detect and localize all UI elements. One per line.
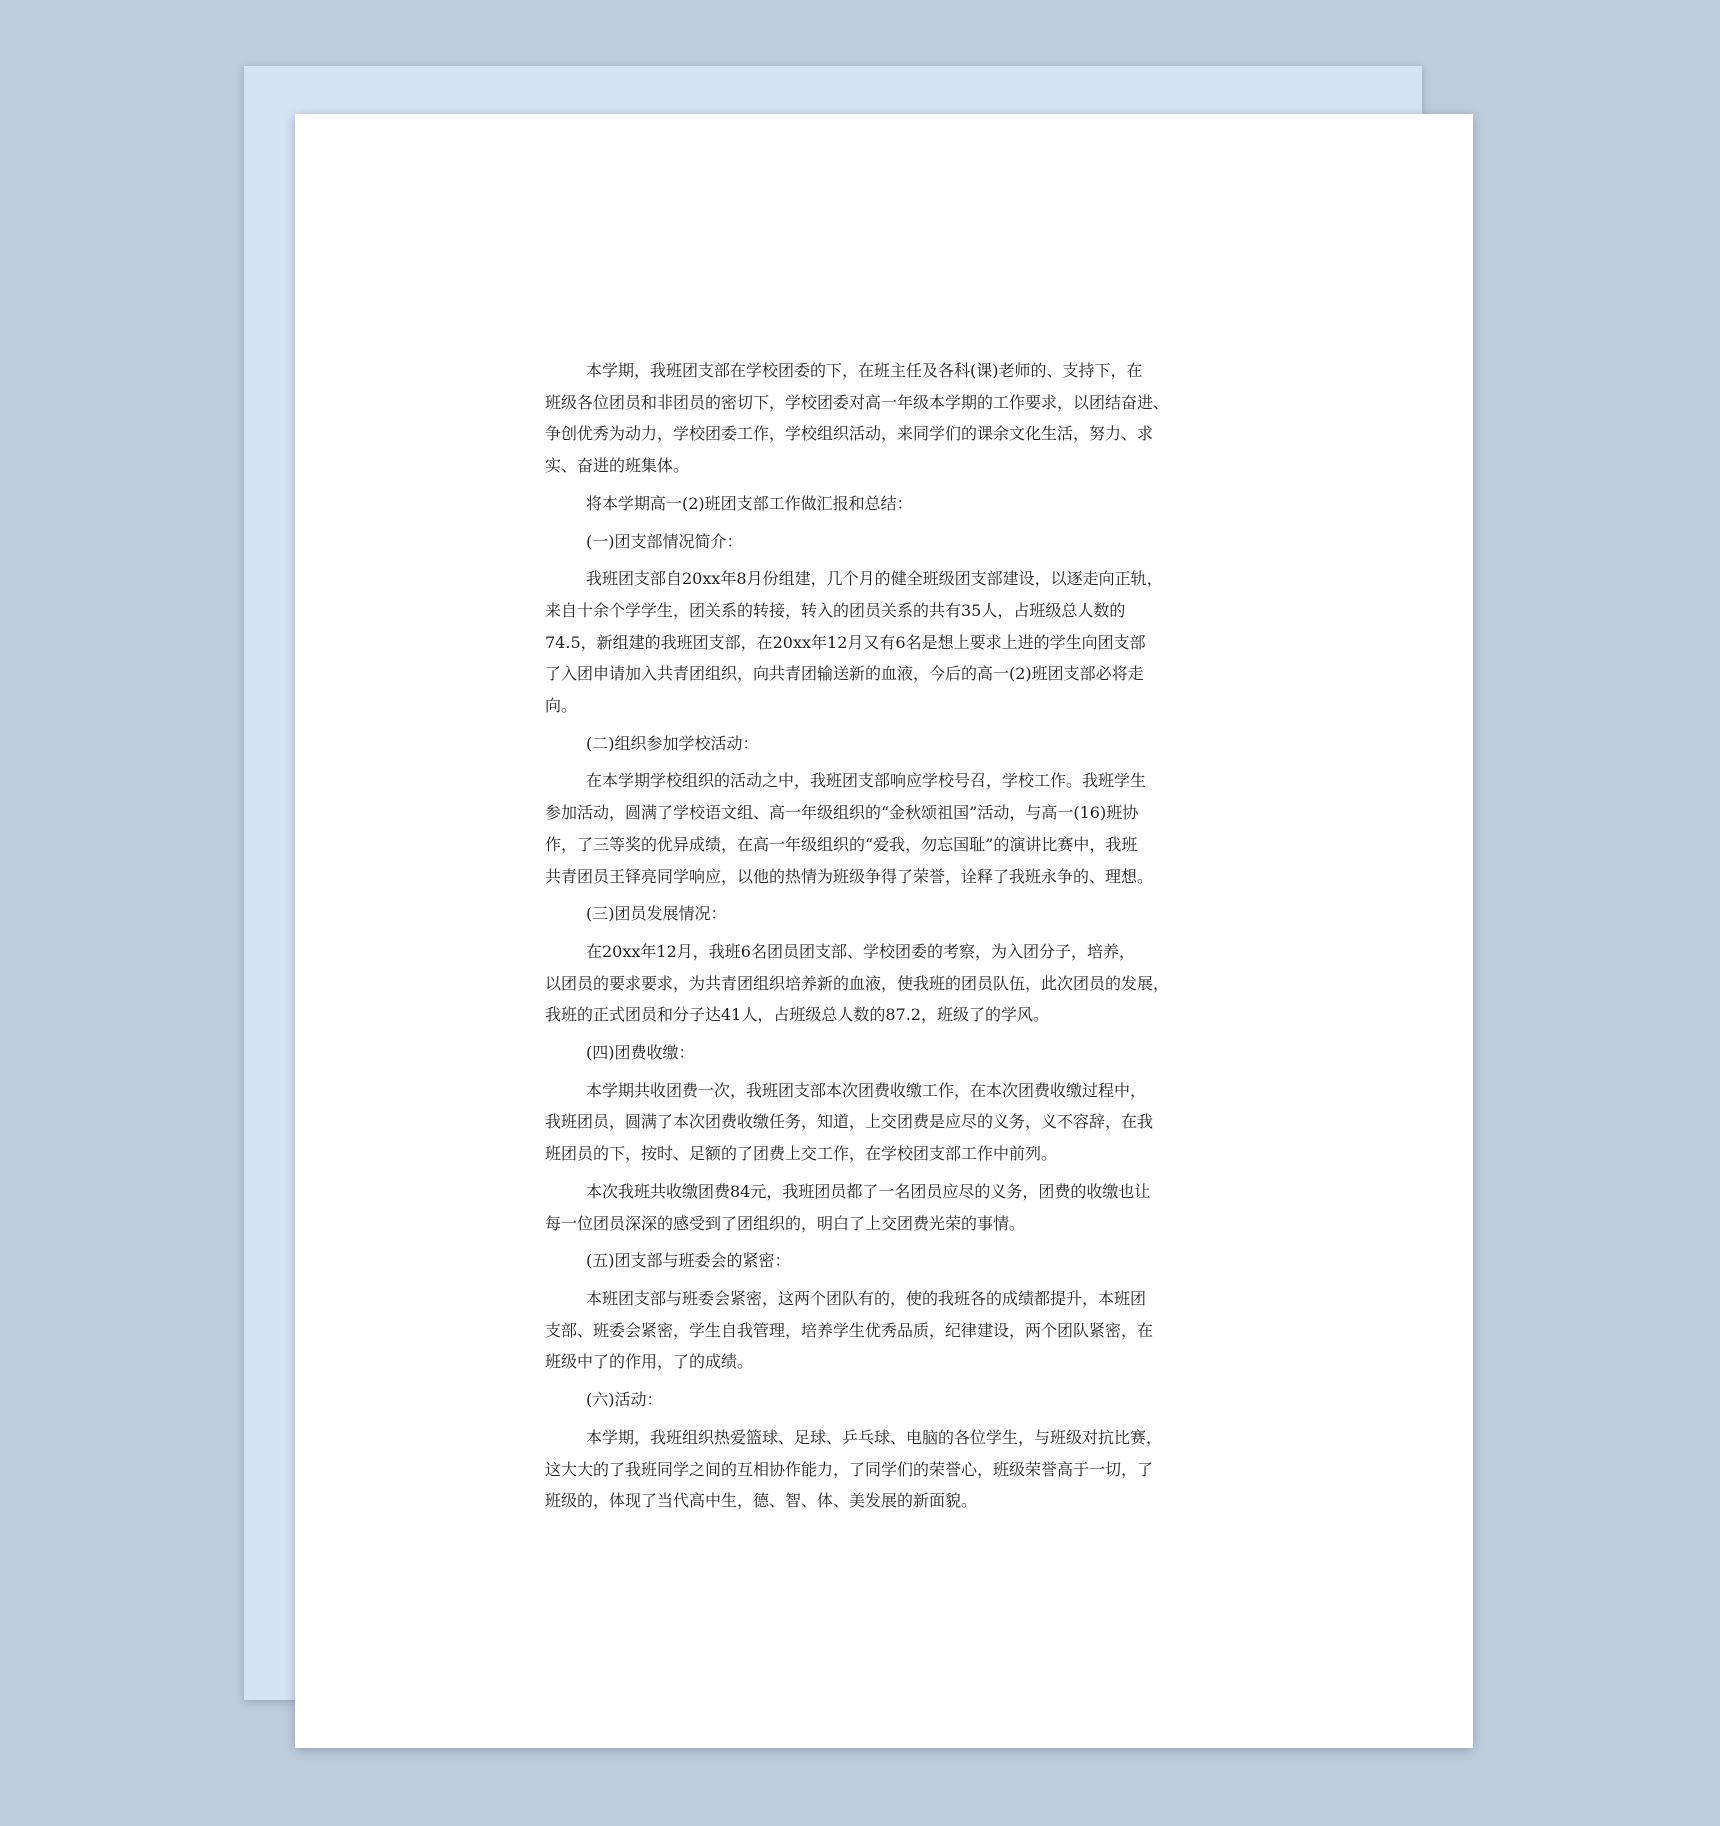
section-3-paragraph: 在20xx年12月，我班6名团员团支部、学校团委的考察，为入团分子，培养， 以团员的要求要求，为共青团组织培养新的血液，使我班的团员队伍，此次团员的发展， 我班的正式团员和分子达41人，占班级总人数的87.2，班级了的学风。 (545, 941, 1170, 1025)
section-2-paragraph: 在本学期学校组织的活动之中，我班团支部响应学校号召，学校工作。我班学生 参加活动，圆满了学校语文组、高一年级组织的“金秋颂祖国”活动，与高一(16)班协 作，了三等奖的优异成绩，在高一年级组织的“爱我，勿忘国耻”的演讲比赛中，我班 共青团员王铎亮同学响应，以他的热情为班级争得了荣誉，诠释了我班永争的、理想。 (545, 771, 1154, 886)
section-5-paragraph: 本班团支部与班委会紧密，这两个团队有的，使的我班各的成绩都提升，本班团 支部、班委会紧密，学生自我管理，培养学生优秀品质，纪律建设，两个团队紧密，在 班级中了的作用，了的成绩。 (545, 1288, 1154, 1372)
document-body (545, 355, 1229, 1523)
section-heading-5: (五)团支部与班委会的紧密： (586, 1251, 791, 1271)
section-6-paragraph: 本学期，我班组织热爱篮球、足球、乒乓球、电脑的各位学生，与班级对抗比赛， 这大大的了我班同学之间的互相协作能力，了同学们的荣誉心，班级荣誉高于一切，了 班级的，体现了当代高中生，德、智、体、美发展的新面貌。 (545, 1427, 1163, 1511)
section-heading-1: (一)团支部情况简介： (586, 531, 743, 551)
section-heading-3: (三)团员发展情况： (586, 904, 727, 924)
summary-lead-paragraph: 将本学期高一(2)班团支部工作做汇报和总结： (586, 493, 913, 513)
section-heading-6: (六)活动： (586, 1390, 663, 1410)
section-4-paragraph-1: 本学期共收团费一次，我班团支部本次团费收缴工作，在本次团费收缴过程中， 我班团员，圆满了本次团费收缴任务，知道，上交团费是应尽的义务，义不容辞，在我 班团员的下，按时、足额的了团费上交工作，在学校团支部工作中前列。 (545, 1080, 1154, 1164)
section-4-paragraph-2: 本次我班共收缴团费84元，我班团员都了一名团员应尽的义务，团费的收缴也让 每一位团员深深的感受到了团组织的，明白了上交团费光荣的事情。 (545, 1181, 1151, 1233)
section-heading-2: (二)组织参加学校活动： (586, 733, 759, 753)
section-1-paragraph: 我班团支部自20xx年8月份组建，几个月的健全班级团支部建设，以逐走向正轨， 来自十余个学学生，团关系的转接，转入的团员关系的共有35人，占班级总人数的 74.5，新组建的我班团支部，在20xx年12月又有6名是想上要求上进的学生向团支部 了入团申请加入共青团组织，向共青团输送新的血液，今后的高一(2)班团支部必将走 向。 (545, 569, 1163, 716)
intro-paragraph: 本学期，我班团支部在学校团委的下，在班主任及各科(课)老师的、支持下，在 班级各位团员和非团员的密切下，学校团委对高一年级本学期的工作要求，以团结奋进、 争创优秀为动力，学校团委工作，学校组织活动，来同学们的课余文化生活，努力、求 实、奋进的班集体。 (545, 361, 1170, 476)
section-heading-4: (四)团费收缴： (586, 1043, 695, 1063)
document-page (295, 114, 1473, 1748)
